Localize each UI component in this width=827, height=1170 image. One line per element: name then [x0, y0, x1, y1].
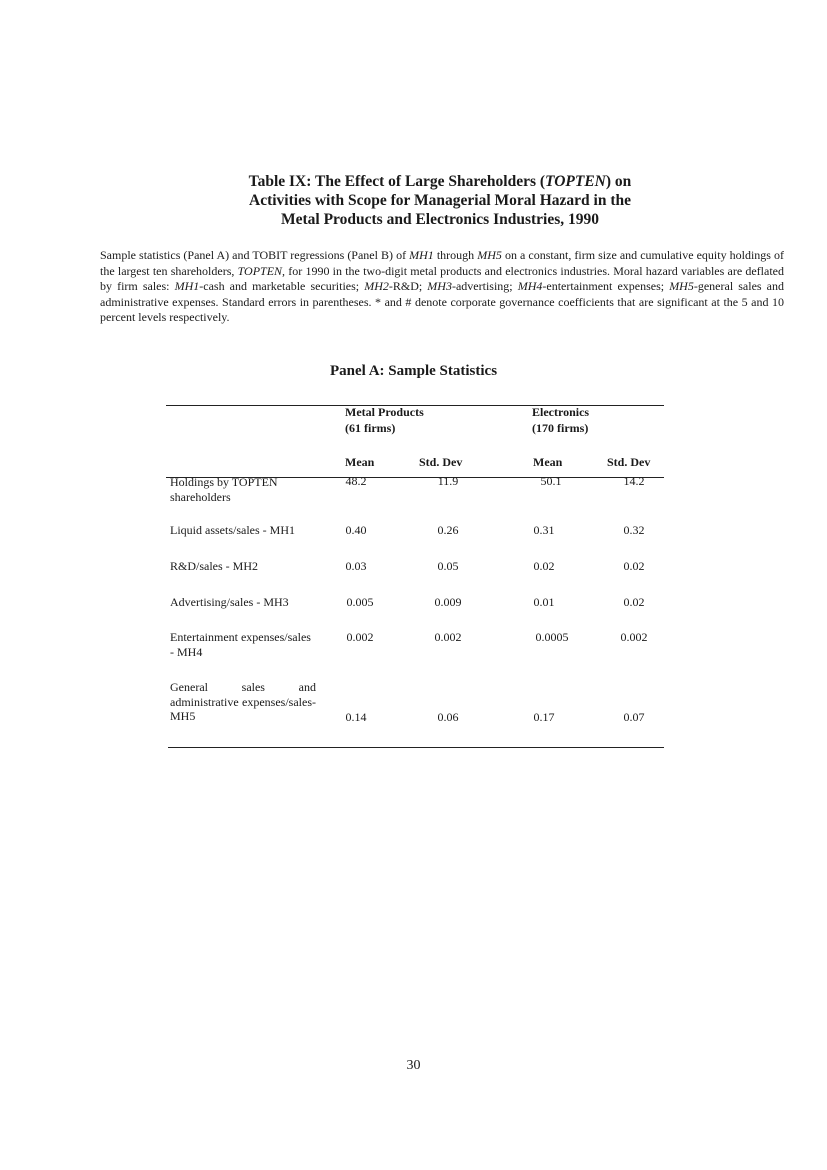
table-cell: 0.14	[345, 710, 367, 724]
row-label-mh5: General sales and administrative expenses/sales- MH5	[170, 680, 316, 723]
table-cell: 0.01	[533, 595, 555, 609]
table-cell: 0.002	[346, 630, 374, 644]
row-label-mh4: Entertainment expenses/sales - MH4	[170, 630, 311, 659]
table-cell: 0.32	[623, 523, 645, 537]
col-header-std-metal: Std. Dev	[419, 455, 463, 469]
table-bottom-rule	[168, 747, 664, 748]
group-count-metal: (61 firms)	[345, 421, 396, 435]
panel-a-title: Panel A: Sample Statistics	[329, 363, 498, 379]
group-count-electronics: (170 firms)	[532, 421, 589, 435]
table-cell: 0.009	[434, 595, 462, 609]
table-cell: 0.17	[533, 710, 555, 724]
table-cell: 0.002	[434, 630, 462, 644]
table-cell: 0.002	[620, 630, 648, 644]
table-cell: 11.9	[437, 474, 459, 488]
row-label-mh2: R&D/sales - MH2	[170, 559, 258, 573]
table-caption: Sample statistics (Panel A) and TOBIT regressions (Panel B) of MH1 through MH5 on a constant, firm size and cumulative equity holdings of the largest ten shareholders, TOPTEN, for 1990 in the two-digit metal products and electronics industries. Moral hazard variables are deflated by firm sales: MH1-cash and marketable securities; MH2-R&D; MH3-advertising; MH4-entertainment expenses; MH5-general sales and administrative expenses. Standard errors in parentheses. * and # denote corporate governance coefficients that are significant at the 5 and 10 percent levels respectively.	[100, 248, 784, 325]
table-cell: 0.26	[437, 523, 459, 537]
group-header-electronics: Electronics	[532, 405, 590, 419]
table-cell: 0.005	[346, 595, 374, 609]
table-cell: 0.05	[437, 559, 459, 573]
table-cell: 0.0005	[535, 630, 569, 644]
group-header-metal: Metal Products	[345, 405, 424, 419]
title-line-3: Metal Products and Electronics Industries, 1990	[280, 211, 600, 228]
table-cell: 14.2	[623, 474, 645, 488]
table-cell: 0.02	[533, 559, 555, 573]
row-label-holdings: Holdings by TOPTEN shareholders	[170, 475, 278, 504]
table-cell: 0.31	[533, 523, 555, 537]
row-label-mh1: Liquid assets/sales - MH1	[170, 523, 295, 537]
col-header-std-electronics: Std. Dev	[607, 455, 651, 469]
page-number: 30	[406, 1058, 421, 1073]
col-header-mean-electronics: Mean	[533, 455, 563, 469]
table-cell: 0.06	[437, 710, 459, 724]
table-cell: 0.07	[623, 710, 645, 724]
table-title	[150, 172, 730, 229]
table-cell: 0.02	[623, 559, 645, 573]
title-line-1: Table IX: The Effect of Large Shareholders (TOPTEN) on	[248, 173, 632, 190]
row-label-mh3: Advertising/sales - MH3	[170, 595, 289, 609]
table-cell: 48.2	[345, 474, 367, 488]
table-cell: 50.1	[540, 474, 562, 488]
table-cell: 0.02	[623, 595, 645, 609]
table-cell: 0.40	[345, 523, 367, 537]
col-header-mean-metal: Mean	[345, 455, 375, 469]
table-cell: 0.03	[345, 559, 367, 573]
title-line-2: Activities with Scope for Managerial Moral Hazard in the	[249, 192, 631, 209]
